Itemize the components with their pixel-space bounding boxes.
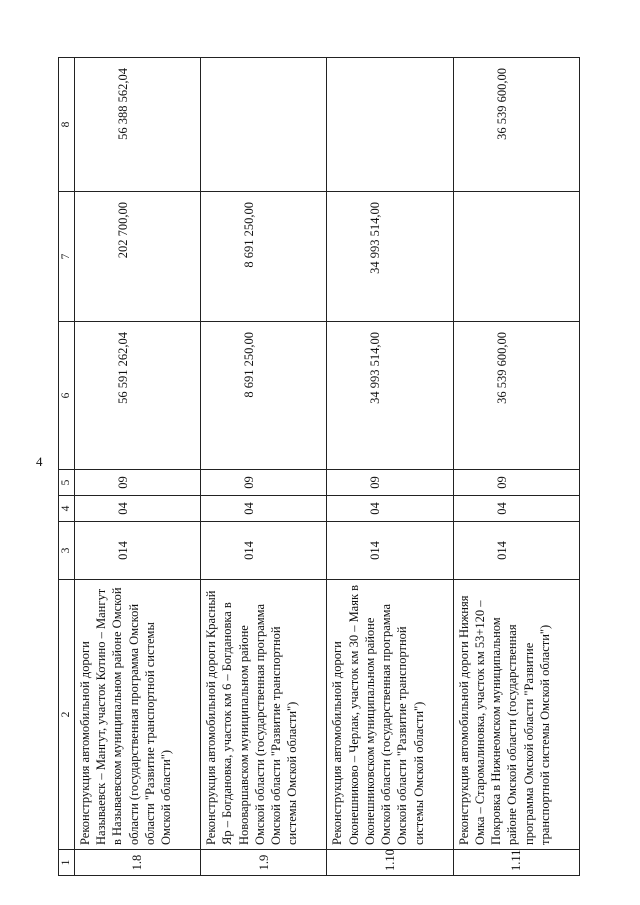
amount-cell: 36 539 600,00	[453, 58, 579, 192]
amount-cell: 56 591 262,04	[74, 322, 200, 470]
rotated-table-sheet	[58, 58, 580, 876]
amount-cell: 34 993 514,00	[327, 192, 453, 322]
table-row	[201, 58, 327, 876]
row-index: 1.10	[327, 850, 453, 876]
header-row	[59, 58, 75, 876]
header-cell: 3	[59, 522, 75, 580]
amount-cell: 34 993 514,00	[327, 322, 453, 470]
code-cell: 09	[327, 470, 453, 496]
header-cell: 5	[59, 470, 75, 496]
code-cell: 09	[453, 470, 579, 496]
row-description: Реконструкция автомобильной дороги Красный Яр – Богдановка, участок км 6 – Богдановка в Нововаршавском муниципальном районе Омской области (государственная программа Омской области "Развитие транспортной системы Омской области")	[201, 580, 327, 850]
amount-cell: 56 388 562,04	[74, 58, 200, 192]
code-cell: 09	[74, 470, 200, 496]
budget-table	[58, 57, 580, 876]
table-rotation-frame	[58, 58, 580, 876]
header-cell: 7	[59, 192, 75, 322]
table-row	[453, 58, 579, 876]
header-cell: 1	[59, 850, 75, 876]
amount-cell	[327, 58, 453, 192]
amount-cell: 36 539 600,00	[453, 322, 579, 470]
header-cell: 2	[59, 580, 75, 850]
row-description: Реконструкция автомобильной дороги Нижняя Омка – Старомалиновка, участок км 53+120 – Покровка в Нижнеомском муниципальном районе Омской области (государственная программа Омской области "Развитие транспортной системы Омской области")	[453, 580, 579, 850]
code-cell: 09	[201, 470, 327, 496]
row-description: Реконструкция автомобильной дороги Оконешниково – Черлак, участок км 30 – Маяк в Оконешниковском муниципальном районе Омской области (государственная программа Омской области "Развитие транспортной системы Омской области")	[327, 580, 453, 850]
code-cell: 014	[327, 522, 453, 580]
amount-cell: 8 691 250,00	[201, 192, 327, 322]
row-index: 1.9	[201, 850, 327, 876]
amount-cell	[453, 192, 579, 322]
amount-cell: 202 700,00	[74, 192, 200, 322]
row-index: 1.11	[453, 850, 579, 876]
code-cell: 04	[453, 496, 579, 522]
row-description: Реконструкция автомобильной дороги Называевск – Мангут, участок Котино – Мангут в Называевском муниципальном районе Омской области (государственная программа Омской области "Развитие транспортной системы Омской области")	[74, 580, 200, 850]
table-row	[74, 58, 200, 876]
header-cell: 6	[59, 322, 75, 470]
code-cell: 014	[74, 522, 200, 580]
code-cell: 04	[74, 496, 200, 522]
code-cell: 014	[201, 522, 327, 580]
amount-cell	[201, 58, 327, 192]
row-index: 1.8	[74, 850, 200, 876]
code-cell: 04	[327, 496, 453, 522]
header-cell: 4	[59, 496, 75, 522]
code-cell: 014	[453, 522, 579, 580]
table-row	[327, 58, 453, 876]
code-cell: 04	[201, 496, 327, 522]
amount-cell: 8 691 250,00	[201, 322, 327, 470]
header-cell: 8	[59, 58, 75, 192]
page-number: 4	[36, 454, 43, 469]
